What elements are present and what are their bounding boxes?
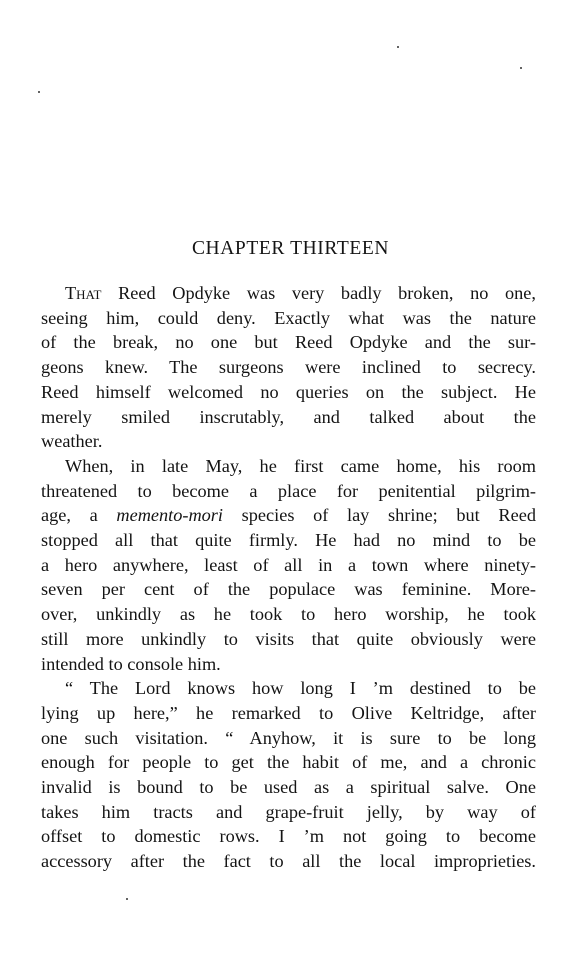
scan-speck — [397, 46, 399, 48]
text-line: of the break, no one but Reed Opdyke and the sur- — [41, 332, 536, 353]
text-line: a hero anywhere, least of all in a town where ninety- — [41, 554, 536, 575]
text-line: intended to console him. — [41, 653, 221, 674]
paragraph-2 — [41, 454, 536, 676]
text-line: “ The Lord knows how long I ’m destined to be — [65, 678, 536, 699]
text-line: geons knew. The surgeons were inclined to secrecy. — [41, 357, 536, 378]
paragraph-1 — [41, 281, 536, 454]
chapter-body — [41, 281, 536, 874]
scan-speck — [126, 898, 128, 900]
text-line: still more unkindly to visits that quite obviously were — [41, 628, 536, 649]
text-line: stopped all that quite firmly. He had no mind to be — [41, 530, 536, 551]
text-line: Reed himself welcomed no queries on the subject. He — [41, 381, 536, 402]
text-line: weather. — [41, 431, 103, 452]
text-line: accessory after the fact to all the local improprieties. — [41, 851, 536, 872]
paragraph-3 — [41, 676, 536, 874]
text-line: invalid is bound to be used as a spiritual salve. One — [41, 777, 536, 798]
text-line: merely smiled inscrutably, and talked about the — [41, 406, 536, 427]
text-line: age, a memento-mori species of lay shrine; but Reed — [41, 505, 536, 526]
text-line: seven per cent of the populace was feminine. More- — [41, 579, 536, 600]
text-line: That Reed Opdyke was very badly broken, no one, — [65, 283, 536, 303]
text-line: takes him tracts and grape-fruit jelly, by way of — [41, 801, 536, 822]
text-line: When, in late May, he first came home, his room — [65, 455, 536, 476]
text-line: over, unkindly as he took to hero worship, he took — [41, 604, 536, 625]
chapter-title: CHAPTER THIRTEEN — [191, 238, 390, 259]
text-line: enough for people to get the habit of me, and a chronic — [41, 752, 536, 773]
text-line: offset to domestic rows. I ’m not going to become — [41, 826, 536, 847]
drop-word: That — [65, 283, 102, 303]
text-line: lying up here,” he remarked to Olive Keltridge, after — [41, 702, 536, 723]
scan-speck — [520, 67, 522, 69]
text-line: threatened to become a place for penitential pilgrim- — [41, 480, 536, 501]
scan-speck — [38, 91, 40, 93]
text-line: seeing him, could deny. Exactly what was the nature — [41, 307, 536, 328]
italic-phrase: memento-mori — [116, 505, 223, 526]
text-line: one such visitation. “ Anyhow, it is sure to be long — [41, 727, 536, 748]
